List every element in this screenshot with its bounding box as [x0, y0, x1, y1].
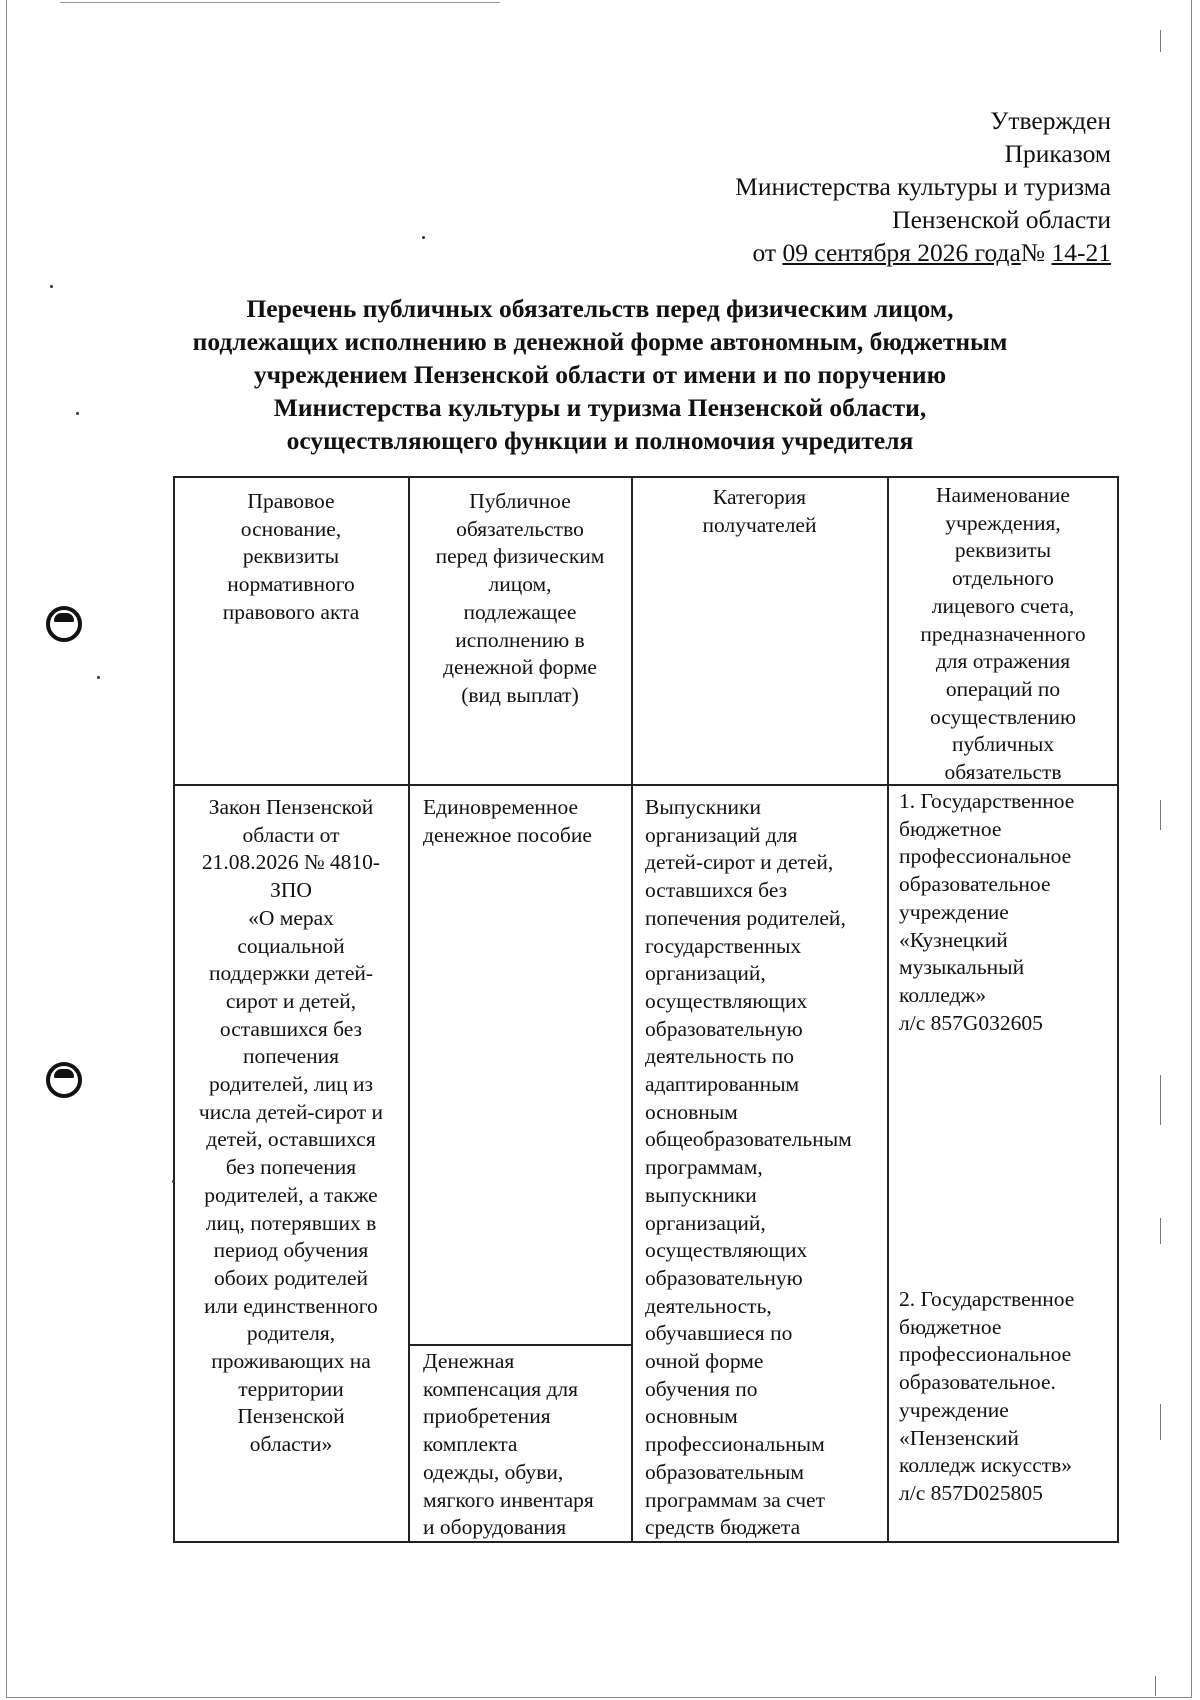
cell-text: детей, оставшихся — [206, 1127, 376, 1152]
scan-speck — [76, 412, 79, 415]
cell-text: адаптированным — [645, 1072, 800, 1097]
cell-text: оставшихся без — [645, 878, 788, 903]
order-date: 09 сентября 2026 года — [782, 238, 1021, 267]
cell-text: образовательным — [645, 1459, 804, 1484]
title-line: осуществляющего функции и полномочия учредителя — [286, 426, 914, 455]
cell-text: средств бюджета — [645, 1515, 801, 1540]
cell-text: приобретения — [423, 1404, 551, 1429]
header-text: подлежащее — [463, 599, 577, 624]
header-text: лицевого счета, — [931, 593, 1075, 618]
table-border-top — [173, 476, 1119, 478]
cell-text: образовательное. — [899, 1370, 1056, 1395]
cell-text: Закон Пензенской — [208, 795, 374, 819]
header-text: публичных — [951, 732, 1055, 757]
cell-text: компенсация для — [423, 1376, 579, 1401]
cell-text: организаций, — [645, 1210, 766, 1235]
header-text: предназначенного — [920, 621, 1086, 646]
cell-text: одежды, обуви, — [423, 1459, 564, 1484]
obligation-row-separator — [409, 1344, 632, 1346]
approval-date-line — [611, 236, 1111, 269]
header-recipients — [633, 484, 886, 539]
header-text: осуществлению — [929, 704, 1077, 729]
cell-text: родителей, а также — [204, 1182, 378, 1207]
cell-text: мягкого инвентаря — [423, 1487, 594, 1512]
header-text: лицом, — [488, 572, 552, 597]
cell-text: 2. Государственное — [899, 1287, 1075, 1311]
scan-tick — [1160, 800, 1161, 830]
cell-text: образовательную — [645, 1016, 803, 1041]
header-text: перед физическим — [435, 544, 605, 569]
approval-line-3: Министерства культуры и туризма — [735, 172, 1111, 201]
title-line: подлежащих исполнению в денежной форме автономным, бюджетным — [192, 327, 1008, 356]
cell-text: основным — [645, 1099, 738, 1124]
scan-tick — [1160, 1075, 1161, 1125]
cell-text: лиц, потерявших в — [205, 1210, 377, 1235]
header-text: правового акта — [222, 599, 360, 624]
scan-artifact-line — [60, 2, 500, 3]
cell-text: или единственного — [204, 1293, 378, 1318]
obligations-table — [173, 476, 1119, 1542]
header-text: денежной форме — [443, 655, 597, 680]
cell-text: поддержки детей- — [208, 961, 374, 986]
header-text: Публичное — [469, 489, 571, 513]
order-number: 14-21 — [1051, 238, 1111, 267]
cell-text: оставшихся без — [219, 1016, 363, 1041]
cell-text: родителя, — [246, 1321, 336, 1346]
cell-text: комплекта — [423, 1432, 518, 1457]
binder-hole-icon — [46, 1062, 82, 1098]
table-border-right — [1117, 476, 1119, 1542]
cell-text: образовательную — [645, 1265, 803, 1290]
cell-text: без попечения — [225, 1155, 357, 1180]
header-text: Правовое — [247, 489, 335, 513]
header-text: операций по — [945, 676, 1061, 701]
cell-text: осуществляющих — [645, 988, 808, 1013]
cell-text: программам за счет — [645, 1487, 825, 1512]
approval-line-2: Приказом — [1004, 139, 1111, 168]
cell-text: области» — [249, 1432, 333, 1457]
cell-text: области от — [242, 822, 340, 847]
cell-text: основным — [645, 1404, 738, 1429]
number-prefix: № — [1020, 238, 1052, 267]
header-text: для отражения — [935, 649, 1071, 674]
cell-text: обучения по — [645, 1376, 758, 1401]
approval-line-4: Пензенской области — [892, 205, 1111, 234]
cell-text: организаций, — [645, 961, 766, 986]
cell-text: числа детей-сирот и — [198, 1099, 384, 1124]
cell-text: период обучения — [213, 1238, 369, 1263]
cell-text: родителей, лиц из — [209, 1072, 373, 1097]
cell-text: л/с 857D025805 — [899, 1480, 1043, 1505]
scan-tick — [1160, 1218, 1161, 1244]
scan-speck — [172, 1180, 175, 1183]
scan-tick — [1160, 1404, 1161, 1440]
cell-text: колледж искусств» — [899, 1453, 1073, 1478]
cell-text: денежное пособие — [423, 822, 592, 847]
cell-text: территории — [238, 1376, 344, 1401]
cell-text: и оборудования — [423, 1515, 567, 1540]
cell-text: выпускники — [645, 1182, 757, 1207]
header-text: реквизиты — [954, 538, 1052, 563]
header-institution — [889, 482, 1117, 787]
header-text: Наименование — [936, 483, 1070, 507]
cell-text: обучавшиеся по — [645, 1321, 793, 1346]
institution-2-cell — [899, 1286, 1115, 1508]
cell-text: профессиональным — [645, 1432, 825, 1457]
header-text: (вид выплат) — [461, 682, 579, 707]
approval-block — [611, 104, 1111, 269]
cell-text: музыкальный — [899, 955, 1025, 980]
cell-text: колледж» — [899, 982, 987, 1007]
title-line: Перечень публичных обязательств перед физическим лицом, — [246, 294, 954, 323]
header-text: получателей — [702, 512, 817, 537]
cell-text: учреждение — [899, 899, 1009, 924]
cell-text: сирот и детей, — [225, 988, 357, 1013]
approval-line-1: Утвержден — [990, 106, 1111, 135]
title-line: учреждением Пензенской области от имени и по поручению — [253, 360, 947, 389]
cell-text: образовательное — [899, 872, 1051, 897]
header-text: учреждения, — [945, 510, 1061, 535]
cell-text: программам, — [645, 1155, 763, 1180]
header-obligation — [410, 488, 630, 710]
scan-speck — [97, 676, 100, 679]
cell-text: Денежная — [423, 1349, 515, 1373]
title-line: Министерства культуры и туризма Пензенской области, — [273, 393, 927, 422]
cell-text: социальной — [237, 933, 345, 958]
cell-text: учреждение — [899, 1397, 1009, 1422]
header-text: нормативного — [227, 572, 355, 597]
cell-text: л/с 857G032605 — [899, 1010, 1043, 1035]
cell-text: «Кузнецкий — [899, 927, 1008, 952]
header-text: исполнению в — [455, 627, 585, 652]
scan-speck — [50, 285, 53, 288]
cell-text: попечения родителей, — [645, 905, 846, 930]
header-legal-basis — [175, 488, 407, 627]
scan-tick — [1160, 30, 1161, 52]
obligation-compensation-cell — [423, 1348, 629, 1542]
cell-text: проживающих на — [211, 1349, 371, 1374]
institution-1-cell — [899, 788, 1115, 1037]
cell-text: бюджетное — [899, 1314, 1002, 1339]
legal-basis-cell — [175, 794, 407, 1459]
cell-text: ЗПО — [270, 878, 312, 903]
cell-text: очной форме — [645, 1349, 764, 1374]
cell-text: профессиональное — [899, 844, 1072, 869]
cell-text: государственных — [645, 933, 802, 958]
cell-text: попечения — [242, 1044, 340, 1069]
header-text: обязательств — [944, 760, 1062, 785]
cell-text: бюджетное — [899, 816, 1002, 841]
scan-speck — [422, 236, 425, 239]
header-text: Категория — [712, 485, 807, 509]
cell-text: «Пензенский — [899, 1425, 1019, 1450]
header-text: отдельного — [952, 566, 1054, 591]
cell-text: деятельность, — [645, 1293, 772, 1318]
cell-text: общеобразовательным — [645, 1127, 852, 1152]
cell-text: Единовременное — [423, 795, 578, 819]
cell-text: Выпускники — [645, 795, 761, 819]
cell-text: осуществляющих — [645, 1238, 808, 1263]
cell-text: 1. Государственное — [899, 789, 1075, 813]
cell-text: 21.08.2026 № 4810- — [201, 850, 381, 875]
cell-text: Пензенской — [237, 1404, 345, 1429]
cell-text: профессиональное — [899, 1342, 1072, 1367]
cell-text: обоих родителей — [213, 1265, 369, 1290]
date-prefix: от — [752, 238, 783, 267]
header-text: реквизиты — [242, 544, 340, 569]
obligation-lump-sum-cell — [423, 794, 629, 849]
cell-text: детей-сирот и детей, — [645, 850, 834, 875]
scan-tick — [1155, 1676, 1156, 1696]
document-title — [150, 292, 1050, 457]
column-divider-2 — [631, 476, 633, 1542]
header-text: обязательство — [456, 516, 584, 541]
header-text: основание, — [240, 516, 342, 541]
recipients-cell — [645, 794, 885, 1542]
cell-text: «О мерах — [248, 905, 334, 930]
cell-text: деятельность по — [645, 1044, 795, 1069]
cell-text: организаций для — [645, 822, 798, 847]
binder-hole-icon — [46, 606, 82, 642]
